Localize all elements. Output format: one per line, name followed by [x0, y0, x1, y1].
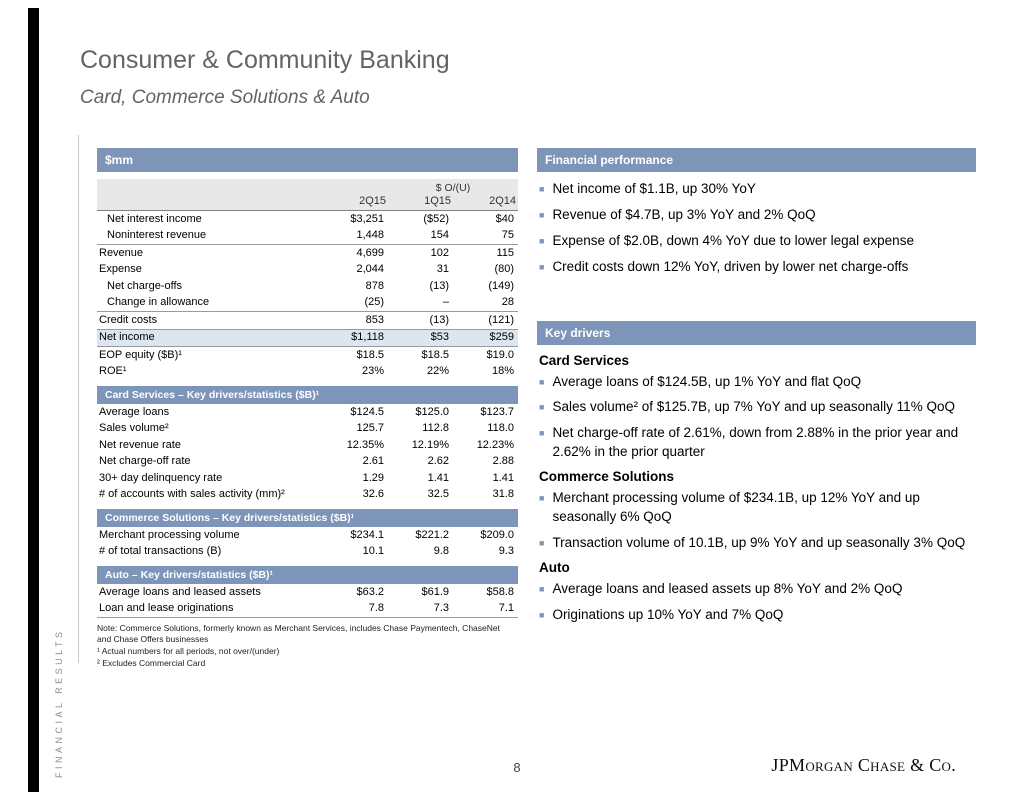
table-row [97, 245, 518, 262]
row-label: Net interest income [107, 212, 202, 225]
bullet-text: Transaction volume of 10.1B, up 9% YoY and up seasonally 3% QoQ [552, 534, 966, 550]
row-value: 32.6 [362, 488, 384, 500]
row-value: 2.88 [492, 455, 514, 467]
row-label: # of accounts with sales activity (mm)² [99, 488, 285, 500]
row-value: ($52) [423, 212, 449, 225]
bullet-square-icon: ■ [539, 209, 545, 220]
note-line: ² Excludes Commercial Card [97, 658, 206, 669]
over-under-row [97, 179, 518, 194]
bullet-item [539, 606, 976, 625]
row-value: 112.8 [422, 422, 449, 434]
page-title: Consumer & Community Banking [80, 46, 450, 74]
bullet-item [539, 534, 976, 553]
company-logo: JPMorgan Chase & Co. [771, 755, 956, 775]
bullet-square-icon: ■ [539, 402, 545, 413]
table-row [97, 454, 518, 471]
row-label: Net charge-offs [107, 279, 183, 292]
row-label: Credit costs [99, 313, 158, 326]
row-value: $234.1 [350, 528, 384, 541]
table-row [97, 421, 518, 438]
row-value: 118.0 [487, 422, 514, 434]
row-value: 28 [501, 296, 514, 308]
row-value: $1,118 [351, 331, 384, 343]
bullet-item [539, 424, 976, 462]
financial-performance-bullets [537, 180, 976, 277]
row-label: Merchant processing volume [99, 528, 240, 541]
bullet-square-icon: ■ [539, 493, 545, 504]
table-row [97, 330, 518, 348]
financial-performance-header: Financial performance [537, 148, 976, 172]
row-label: Net income [99, 331, 155, 343]
table-panel-header: $mm [97, 148, 518, 172]
table-row [97, 404, 518, 421]
row-value: – [442, 296, 449, 308]
table-row [97, 487, 518, 504]
row-value: 154 [430, 229, 449, 241]
bullet-text: Expense of $2.0B, down 4% YoY due to lower legal expense [552, 232, 914, 248]
row-value: 22% [426, 365, 449, 377]
divider-rule [78, 135, 79, 663]
table-row [97, 347, 518, 364]
row-value: 1,448 [356, 229, 384, 241]
row-value: $18.5 [356, 348, 384, 361]
row-value: 853 [365, 313, 384, 326]
row-label: Revenue [99, 246, 144, 259]
row-value: 12.35% [346, 438, 384, 451]
row-label: # of total transactions (B) [99, 545, 222, 557]
row-label: Net charge-off rate [99, 455, 191, 467]
row-value: (149) [488, 279, 514, 292]
table-row [97, 527, 518, 544]
row-value: $61.9 [421, 585, 449, 598]
bullet-item [539, 489, 976, 527]
main-table-body [97, 211, 518, 380]
row-value: 102 [430, 246, 449, 259]
row-value: (121) [488, 313, 514, 326]
over-under-label: $ O/(U) [435, 182, 471, 194]
row-value: $40 [495, 212, 514, 225]
bullet-square-icon: ■ [539, 609, 545, 620]
row-value: 4,699 [356, 246, 384, 259]
row-value: 7.3 [433, 602, 449, 614]
row-value: $53 [430, 331, 449, 343]
column-label: 1Q15 [424, 195, 451, 207]
row-value: $123.7 [480, 405, 514, 418]
bullet-square-icon: ■ [539, 583, 545, 594]
row-value: 2,044 [356, 263, 384, 275]
table-row [97, 364, 518, 381]
note-line: ¹ Actual numbers for all periods, not over/(under) [97, 646, 280, 657]
row-value: (13) [429, 279, 449, 292]
page-subtitle: Card, Commerce Solutions & Auto [80, 87, 370, 108]
table-row [97, 295, 518, 313]
bullet-text: Merchant processing volume of $234.1B, up 12% YoY and up seasonally 6% QoQ [552, 490, 920, 525]
row-label: Noninterest revenue [107, 229, 207, 241]
bullet-text: Revenue of $4.7B, up 3% YoY and 2% QoQ [552, 206, 816, 222]
bullet-item [539, 580, 976, 599]
row-value: $3,251 [350, 212, 384, 225]
table-row [97, 544, 518, 561]
row-value: 125.7 [356, 422, 384, 434]
table-row [97, 278, 518, 295]
row-label: Net revenue rate [99, 438, 181, 451]
bullet-text: Average loans of $124.5B, up 1% YoY and flat QoQ [552, 373, 862, 389]
bullet-text: Net charge-off rate of 2.61%, down from 2.88% in the prior year and 2.62% in the prior quarter [552, 425, 959, 460]
sidebar-vertical-text: FINANCIAL RESULTS [54, 628, 64, 778]
row-value: 9.3 [498, 545, 514, 557]
bullet-item [539, 180, 976, 199]
column-spacer [97, 182, 388, 194]
row-value: 7.8 [368, 602, 384, 614]
subtable-header: Commerce Solutions – Key drivers/statistics ($B)¹ [97, 509, 518, 527]
bullet-item [539, 373, 976, 392]
row-value: (13) [429, 313, 449, 326]
bullet-square-icon: ■ [539, 428, 545, 439]
table-notes [97, 623, 503, 669]
row-label: Average loans and leased assets [99, 585, 261, 598]
row-value: 2.61 [362, 455, 384, 467]
column-label: 2Q14 [489, 195, 516, 207]
key-driver-group-title: Auto [539, 559, 570, 575]
row-value: 32.5 [427, 488, 449, 500]
bullet-square-icon: ■ [539, 376, 545, 387]
bullet-item [539, 206, 976, 225]
note-line: Note: Commerce Solutions, formerly known as Merchant Services, includes Chase Paymentech, ChaseNet and Chase Offers businesses [97, 623, 500, 645]
column-label: 2Q15 [359, 195, 386, 207]
row-value: 7.1 [498, 602, 514, 614]
page-number: 8 [513, 760, 521, 775]
bullet-square-icon: ■ [539, 184, 545, 194]
table-row [97, 470, 518, 487]
row-value: $18.5 [421, 348, 449, 361]
row-value: $63.2 [356, 585, 384, 598]
row-label: Average loans [99, 405, 170, 418]
subtables [97, 386, 518, 618]
bullet-square-icon: ■ [539, 537, 545, 548]
subtable-header: Card Services – Key drivers/statistics ($B)¹ [97, 386, 518, 404]
table-row [97, 584, 518, 601]
table-row [97, 312, 518, 330]
row-value: $19.0 [486, 348, 514, 361]
financial-table-panel [97, 148, 518, 670]
bullet-text: Credit costs down 12% YoY, driven by lower net charge-offs [552, 258, 909, 274]
row-value: $209.0 [480, 528, 514, 541]
row-value: (25) [364, 296, 384, 308]
bullet-text: Originations up 10% YoY and 7% QoQ [552, 606, 784, 622]
row-value: 1.29 [362, 471, 384, 484]
row-value: $58.8 [486, 585, 514, 598]
table-row [97, 211, 518, 228]
row-value: 12.19% [411, 438, 449, 451]
bullet-item [539, 258, 976, 277]
row-label: Expense [99, 263, 142, 275]
row-value: 18% [491, 365, 514, 377]
row-value: 2.62 [427, 455, 449, 467]
key-driver-group-title: Card Services [539, 352, 630, 368]
bullet-item [539, 398, 976, 417]
bullet-text: Average loans and leased assets up 8% YoY and 2% QoQ [552, 580, 903, 596]
row-label: 30+ day delinquency rate [99, 471, 223, 484]
commentary-panel [537, 148, 976, 632]
key-driver-group-title: Commerce Solutions [539, 469, 675, 485]
bullet-text: Net income of $1.1B, up 30% YoY [552, 181, 756, 196]
left-black-bar [28, 8, 39, 792]
bullet-item [539, 232, 976, 251]
row-value: 23% [361, 365, 384, 377]
table-row [97, 262, 518, 279]
subtable-header: Auto – Key drivers/statistics ($B)¹ [97, 566, 518, 584]
row-value: 31 [436, 263, 449, 275]
table-column-header [97, 179, 518, 211]
row-value: 1.41 [492, 471, 514, 484]
row-label: Loan and lease originations [99, 602, 234, 614]
row-value: 12.23% [476, 438, 514, 451]
row-value: $125.0 [415, 405, 449, 418]
row-value: (80) [494, 263, 514, 275]
row-label: EOP equity ($B)¹ [99, 348, 182, 361]
table-row [97, 228, 518, 246]
row-label: Sales volume² [99, 422, 169, 434]
row-value: $221.2 [415, 528, 449, 541]
row-value: 1.41 [427, 471, 449, 484]
bullet-text: Sales volume² of $125.7B, up 7% YoY and up seasonally 11% QoQ [552, 399, 955, 415]
column-spacer [97, 195, 323, 207]
row-value: 10.1 [362, 545, 384, 557]
row-value: 75 [501, 229, 514, 241]
row-value: $124.5 [350, 405, 384, 418]
row-label: Change in allowance [107, 296, 210, 308]
key-drivers-content [537, 353, 976, 625]
row-value: 878 [365, 279, 384, 292]
row-value: 9.8 [433, 545, 449, 557]
key-drivers-header: Key drivers [537, 321, 976, 345]
bullet-square-icon: ■ [539, 261, 545, 272]
bullet-square-icon: ■ [539, 235, 545, 246]
row-label: ROE¹ [99, 365, 127, 377]
table-row [97, 437, 518, 454]
column-labels [97, 194, 518, 210]
row-value: 31.8 [492, 488, 514, 500]
row-value: $259 [489, 331, 514, 343]
row-value: 115 [496, 246, 514, 259]
table-row [97, 601, 518, 619]
